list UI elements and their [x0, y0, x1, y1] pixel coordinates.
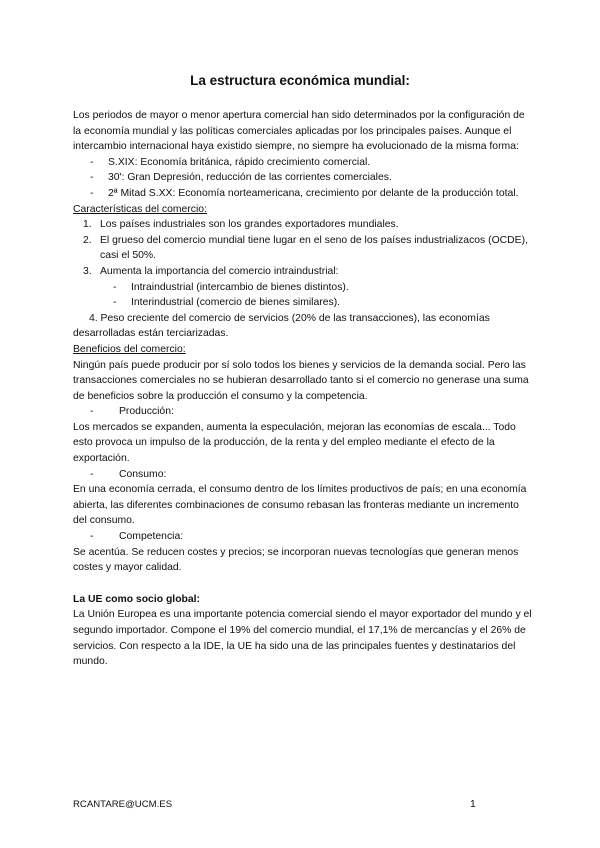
benefit-text: Los mercados se expanden, aumenta la especulación, mejoran las economías de escala... Todo esto provoca un impulso de la producción, de la renta y del empleo mediante el efecto de la exportación.	[73, 421, 516, 465]
intra-type-item: - Intraindustrial (intercambio de bienes distintos).	[73, 280, 533, 296]
period-item: - 30': Gran Depresión, reducción de las corrientes comerciales.	[73, 170, 533, 186]
benefit-label: - Competencia:	[73, 529, 533, 545]
dash-marker: -	[90, 156, 94, 168]
period-item: - 2ª Mitad S.XX: Economía norteamericana, crecimiento por delante de la producción total.	[73, 186, 533, 202]
benefits-heading: Beneficios del comercio:	[73, 343, 186, 355]
characteristic-item: 1. Los países industriales son los grandes exportadores mundiales.	[83, 219, 399, 231]
page-number: 1	[470, 799, 476, 810]
dash-marker: -	[90, 172, 94, 184]
spacer	[73, 576, 533, 592]
footer-email: RCANTARE@UCM.ES	[73, 799, 173, 810]
ue-heading: La UE como socio global:	[73, 593, 201, 605]
dash-marker: -	[113, 297, 117, 309]
dash-marker: -	[113, 281, 117, 293]
period-item: - S.XIX: Economía británica, rápido crecimiento comercial.	[73, 155, 533, 171]
dash-marker: -	[90, 187, 94, 199]
dash-marker: -	[90, 406, 94, 418]
intro-paragraph: Los periodos de mayor o menor apertura comercial han sido determinados por la configuración de la economía mundial y las políticas comerciales aplicadas por los principales países. Aunque el intercambio internacional haya existido siempre, no siempre ha evolucionado de la misma forma:	[73, 110, 525, 153]
intra-type-item: - Interindustrial (comercio de bienes similares).	[73, 295, 533, 311]
benefits-intro: Ningún país puede producir por sí solo todos los bienes y servicios de la demanda social. Pero las transacciones comerciales no se hubieran desarrollado tanto si el comercio no generase una suma de beneficios sobre la producción el consumo y la competencia.	[73, 359, 529, 402]
benefit-label: - Consumo:	[73, 467, 533, 483]
benefit-text: Se acentúa. Se reducen costes y precios; se incorporan nuevas tecnologías que generan menos costes y mayor calidad.	[73, 546, 519, 574]
document-title: La estructura económica mundial:	[190, 73, 410, 88]
characteristic-item: 2. El grueso del comercio mundial tiene lugar en el seno de los países industrializacos (OCDE), casi el 50%.	[83, 234, 528, 262]
dash-marker: -	[90, 531, 94, 543]
document-body	[73, 108, 533, 670]
characteristic-item-4: 4. Peso creciente del comercio de servicios (20% de las transacciones), las economías desarrolladas están terciarizadas.	[73, 312, 490, 340]
characteristic-item: 3. Aumenta la importancia del comercio intraindustrial:	[83, 265, 339, 277]
benefit-label: - Producción:	[73, 404, 533, 420]
dash-marker: -	[90, 468, 94, 480]
ue-paragraph: La Unión Europea es una importante potencia comercial siendo el mayor exportador del mundo y el segundo importador. Compone el 19% del comercio mundial, el 17,1% de mercancías y el 26% de servicios. Con respecto a la IDE, la UE ha sido una de las principales fuentes y destinatarios del mundo.	[73, 609, 532, 668]
benefit-text: En una economía cerrada, el consumo dentro de los límites productivos de país; en una economía abierta, las diferentes combinaciones de consumo rebasan las fronteras mediante un incremento del consumo.	[73, 484, 527, 527]
characteristics-heading: Características del comercio:	[73, 203, 207, 215]
